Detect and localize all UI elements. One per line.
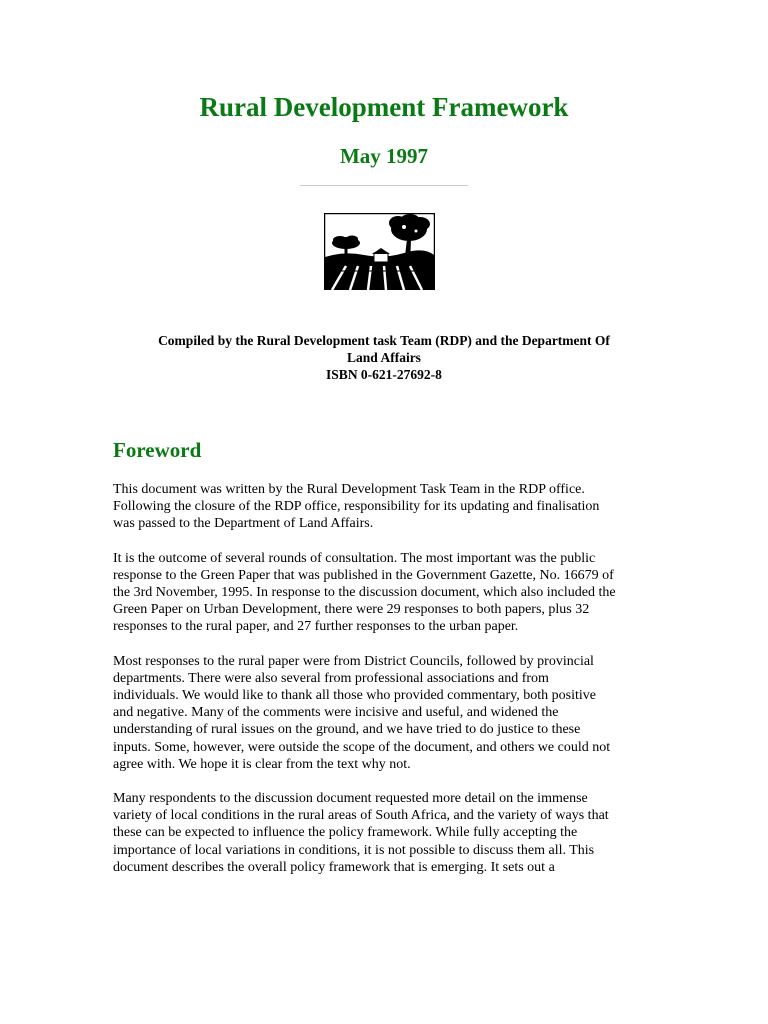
landscape-trees-logo-icon xyxy=(324,213,435,290)
document-title: Rural Development Framework xyxy=(199,92,569,122)
text-line: document describes the overall policy framework that is emerging. It sets out a xyxy=(113,859,555,875)
text-line: agree with. We hope it is clear from the text why not. xyxy=(113,756,411,772)
text-line: these can be expected to influence the policy framework. While fully accepting the xyxy=(113,825,578,841)
text-line: Green Paper on Urban Development, there were 29 responses to both papers, plus 32 xyxy=(113,602,590,618)
section-heading: Foreword xyxy=(113,438,202,462)
text-line: was passed to the Department of Land Affairs. xyxy=(113,516,374,532)
text-line: response to the Green Paper that was published in the Government Gazette, No. 16679 of xyxy=(113,567,614,583)
text-line: understanding of rural issues on the ground, and we have tried to do justice to these xyxy=(113,722,581,738)
text-line: individuals. We would like to thank all those who provided commentary, both positive xyxy=(113,688,596,704)
text-line: This document was written by the Rural Development Task Team in the RDP office. xyxy=(113,482,585,497)
document-date: May 1997 xyxy=(339,144,429,168)
text-line: the 3rd November, 1995. In response to the discussion document, which also included the xyxy=(113,585,616,601)
text-line: departments. There were also several from professional associations and from xyxy=(113,670,549,686)
compiled-by-block xyxy=(120,332,648,383)
text-line: inputs. Some, however, were outside the scope of the document, and others we could not xyxy=(113,739,611,755)
paragraph xyxy=(113,653,673,773)
text-line: Many respondents to the discussion document requested more detail on the immense xyxy=(113,791,588,807)
compiled-by-line: Compiled by the Rural Development task Team (RDP) and the Department Of xyxy=(158,333,610,348)
divider xyxy=(300,185,468,186)
isbn-line: ISBN 0-621-27692-8 xyxy=(326,367,442,382)
paragraph xyxy=(113,550,673,636)
foreword-body xyxy=(113,481,673,893)
text-line: Most responses to the rural paper were from District Councils, followed by provincial xyxy=(113,653,594,669)
text-line: and negative. Many of the comments were incisive and useful, and widened the xyxy=(113,705,559,721)
text-line: responses to the rural paper, and 27 further responses to the urban paper. xyxy=(113,619,519,635)
paragraph xyxy=(113,790,673,876)
text-line: variety of local conditions in the rural areas of South Africa, and the variety of ways that xyxy=(113,808,609,824)
text-line: importance of local variations in conditions, it is not possible to discuss them all. This xyxy=(113,842,595,858)
text-line: Following the closure of the RDP office, responsibility for its updating and finalisation xyxy=(113,499,600,515)
text-line: It is the outcome of several rounds of consultation. The most important was the public xyxy=(113,550,596,566)
paragraph xyxy=(113,481,673,533)
compiled-by-line: Land Affairs xyxy=(347,350,421,365)
